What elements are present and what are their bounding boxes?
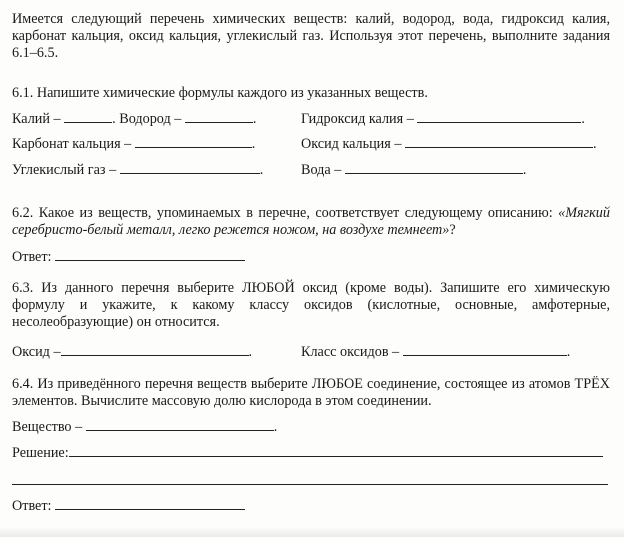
task-6-1-row-1b: Гидроксид калия – . [301,111,585,127]
oxide-answer-field[interactable] [61,343,249,356]
solution-answer-field-1[interactable] [69,444,603,457]
caco3-answer-field[interactable] [135,135,252,148]
koh-label: Гидроксид калия – [301,111,414,127]
task-6-1-row-3b: Вода – . [301,162,527,178]
koh-answer-field[interactable] [417,110,581,123]
task-6-2-answer-label: Ответ: [12,249,52,265]
water-answer-field[interactable] [345,161,523,174]
intro-paragraph: Имеется следующий перечень химических веществ: калий, водород, вода, гидроксид калия, карбонат кальция, оксид кальция, углекислый газ. Используя этот перечень, выполните задания 6.1–6.5. [12,11,610,61]
task-6-2-quote: «Мягкий серебристо-белый металл, легко режется ножом, на воздухе темнеет» [12,205,610,238]
substance-answer-field[interactable] [86,418,274,431]
cao-label: Оксид кальция – [301,136,402,152]
task-6-1-row-1: Калий – . Водород – . [12,111,257,127]
caco3-label: Карбонат кальция – [12,136,132,152]
task-6-4-answer-label: Ответ: [12,498,52,514]
task-6-2-answer-row [12,248,245,266]
task-6-1-row-2: Карбонат кальция – . [12,136,256,152]
task-6-3-prompt: 6.3. Из данного перечня выберите ЛЮБОЙ оксид (кроме воды). Запишите его химическую формулу и укажите, к какому классу оксидов (кислотные, основные, амфотерные, несолеобразующие) он относится. [12,280,610,330]
oxide-label: Оксид – [12,344,61,360]
task-6-3-oxide-row: Оксид – . [12,344,253,360]
scan-shadow [0,527,624,537]
oxide-class-answer-field[interactable] [403,343,567,356]
substance-label: Вещество – [12,419,83,435]
task-6-2-answer-field[interactable] [55,248,245,261]
task-6-4-answer-row [12,497,245,515]
task-6-1-row-2b: Оксид кальция – . [301,136,597,152]
potassium-answer-field[interactable] [64,110,112,123]
task-6-4-substance-row: Вещество – . [12,419,278,435]
co2-answer-field[interactable] [120,161,260,174]
task-6-2-prompt: 6.2. Какое из веществ, упоминаемых в перечне, соответствует следующему описанию: «Мягкий серебристо-белый металл, легко режется ножом, на воздухе темнеет»? [12,205,610,238]
potassium-label: Калий – [12,111,61,127]
hydrogen-label: . Водород – [112,111,182,127]
co2-label: Углекислый газ – [12,162,117,178]
solution-answer-field-2[interactable] [12,484,608,485]
task-6-4-solution-row [12,444,603,462]
cao-answer-field[interactable] [405,135,593,148]
oxide-class-label: Класс оксидов – [301,344,400,360]
solution-label: Решение: [12,445,69,461]
hydrogen-answer-field[interactable] [185,110,253,123]
task-6-4-answer-field[interactable] [55,497,245,510]
task-6-1-prompt: 6.1. Напишите химические формулы каждого из указанных веществ. [12,85,428,101]
task-6-1-row-3: Углекислый газ – . [12,162,264,178]
task-6-4-prompt: 6.4. Из приведённого перечня веществ выберите ЛЮБОЕ соединение, состоящее из атомов ТРЁХ элементов. Вычислите массовую долю кислорода в этом соединении. [12,376,610,409]
water-label: Вода – [301,162,342,178]
task-6-3-class-row: Класс оксидов – . [301,344,571,360]
